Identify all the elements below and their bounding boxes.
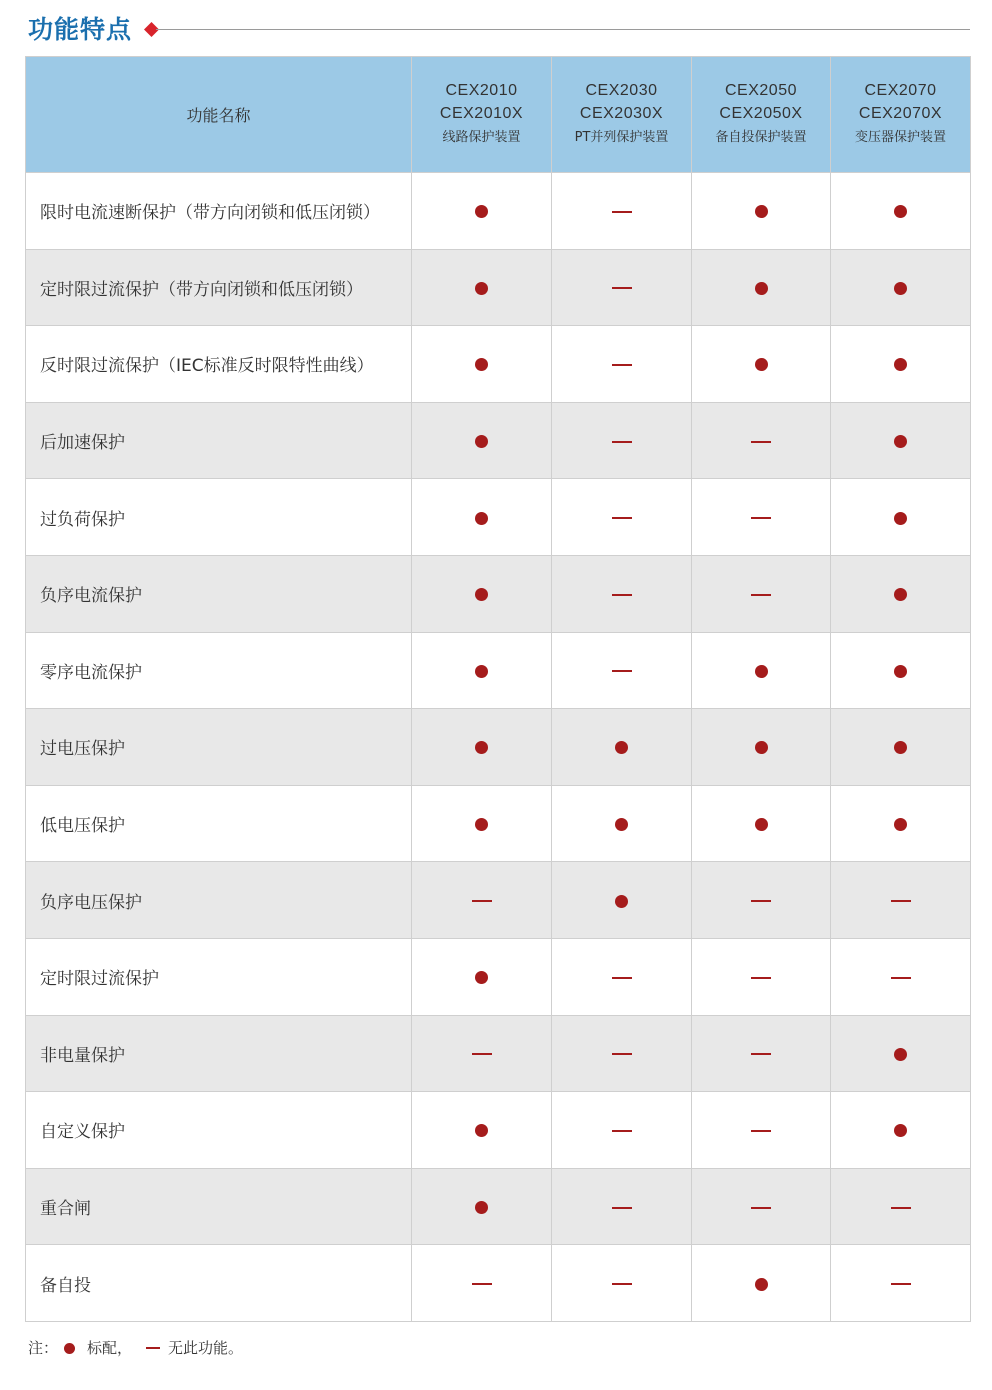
support-cell	[831, 326, 971, 403]
standard-dot-icon	[475, 665, 488, 678]
legend-none-label: 无此功能。	[168, 1339, 244, 1357]
model-name: CEX2010	[445, 81, 518, 99]
support-cell	[831, 785, 971, 862]
support-cell	[412, 632, 552, 709]
support-cell	[552, 862, 692, 939]
standard-dot-icon	[755, 358, 768, 371]
standard-dot-icon	[894, 205, 907, 218]
standard-dot-icon	[615, 818, 628, 831]
support-cell	[552, 709, 692, 786]
support-cell	[552, 785, 692, 862]
standard-dot-icon	[475, 205, 488, 218]
none-dash-icon	[612, 977, 632, 979]
standard-dot-icon	[475, 971, 488, 984]
support-cell	[831, 632, 971, 709]
none-dash-icon	[472, 1053, 492, 1055]
none-dash-icon	[751, 441, 771, 443]
support-cell	[412, 249, 552, 326]
table-row	[26, 402, 971, 479]
support-cell	[831, 1015, 971, 1092]
support-cell	[412, 862, 552, 939]
support-cell	[692, 938, 831, 1015]
none-dash-icon	[146, 1347, 160, 1349]
function-name-cell: 负序电流保护	[26, 555, 412, 632]
support-cell	[692, 249, 831, 326]
support-cell	[412, 938, 552, 1015]
support-cell	[692, 173, 831, 250]
none-dash-icon	[612, 1053, 632, 1055]
support-cell	[831, 402, 971, 479]
model-description: 变压器保护装置	[854, 129, 946, 145]
standard-dot-icon	[755, 741, 768, 754]
support-cell	[412, 785, 552, 862]
table-row	[26, 709, 971, 786]
support-cell	[692, 709, 831, 786]
support-cell	[552, 632, 692, 709]
standard-dot-icon	[615, 741, 628, 754]
standard-dot-icon	[894, 358, 907, 371]
header-function-name	[26, 57, 412, 173]
support-cell	[831, 173, 971, 250]
function-name-cell: 低电压保护	[26, 785, 412, 862]
none-dash-icon	[472, 900, 492, 902]
support-cell	[552, 555, 692, 632]
model-description: 备自投保护装置	[715, 129, 807, 145]
standard-dot-icon	[64, 1343, 75, 1354]
table-row	[26, 862, 971, 939]
none-dash-icon	[612, 1283, 632, 1285]
support-cell	[412, 326, 552, 403]
none-dash-icon	[612, 441, 632, 443]
support-cell	[412, 173, 552, 250]
table-row	[26, 555, 971, 632]
table-row	[26, 173, 971, 250]
model-name-x: CEX2030X	[579, 104, 664, 122]
none-dash-icon	[891, 1207, 911, 1209]
support-cell	[412, 1015, 552, 1092]
support-cell	[831, 249, 971, 326]
support-cell	[412, 1245, 552, 1322]
legend-note	[28, 1336, 243, 1360]
header-function-name-label: 功能名称	[186, 106, 251, 125]
none-dash-icon	[472, 1283, 492, 1285]
support-cell	[692, 1245, 831, 1322]
support-cell	[692, 555, 831, 632]
standard-dot-icon	[475, 282, 488, 295]
none-dash-icon	[612, 1130, 632, 1132]
legend-standard-label: 标配，	[87, 1339, 133, 1357]
standard-dot-icon	[475, 435, 488, 448]
model-name: CEX2030	[585, 81, 658, 99]
standard-dot-icon	[755, 282, 768, 295]
none-dash-icon	[612, 211, 632, 213]
none-dash-icon	[891, 977, 911, 979]
standard-dot-icon	[894, 741, 907, 754]
support-cell	[412, 709, 552, 786]
support-cell	[831, 938, 971, 1015]
support-cell	[831, 1245, 971, 1322]
table-row	[26, 785, 971, 862]
support-cell	[692, 862, 831, 939]
support-cell	[692, 1092, 831, 1169]
standard-dot-icon	[475, 1124, 488, 1137]
none-dash-icon	[891, 1283, 911, 1285]
support-cell	[831, 555, 971, 632]
legend-prefix: 注：	[28, 1339, 59, 1357]
none-dash-icon	[612, 364, 632, 366]
support-cell	[552, 1092, 692, 1169]
header-model-cex2050	[692, 57, 831, 173]
support-cell	[831, 1092, 971, 1169]
support-cell	[552, 1015, 692, 1092]
support-cell	[552, 1168, 692, 1245]
none-dash-icon	[891, 900, 911, 902]
support-cell	[831, 709, 971, 786]
support-cell	[831, 479, 971, 556]
table-row	[26, 1245, 971, 1322]
support-cell	[552, 326, 692, 403]
support-cell	[412, 1168, 552, 1245]
standard-dot-icon	[894, 818, 907, 831]
table-row	[26, 249, 971, 326]
function-name-cell: 限时电流速断保护（带方向闭锁和低压闭锁）	[26, 173, 412, 250]
table-row	[26, 1015, 971, 1092]
function-name-cell: 后加速保护	[26, 402, 412, 479]
table-body	[26, 173, 971, 1322]
model-name-x: CEX2070X	[858, 104, 943, 122]
standard-dot-icon	[475, 588, 488, 601]
header-model-cex2010	[412, 57, 552, 173]
model-name: CEX2050	[725, 81, 797, 99]
support-cell	[552, 1245, 692, 1322]
model-description: 线路保护装置	[442, 129, 521, 145]
support-cell	[412, 479, 552, 556]
feature-table	[25, 56, 971, 1322]
support-cell	[692, 1168, 831, 1245]
support-cell	[552, 402, 692, 479]
support-cell	[831, 862, 971, 939]
standard-dot-icon	[755, 205, 768, 218]
function-name-cell: 自定义保护	[26, 1092, 412, 1169]
standard-dot-icon	[894, 588, 907, 601]
support-cell	[412, 555, 552, 632]
standard-dot-icon	[894, 282, 907, 295]
standard-dot-icon	[615, 895, 628, 908]
function-name-cell: 零序电流保护	[26, 632, 412, 709]
function-name-cell: 过电压保护	[26, 709, 412, 786]
support-cell	[412, 1092, 552, 1169]
none-dash-icon	[612, 287, 632, 289]
header-model-cex2070	[831, 57, 971, 173]
function-name-cell: 重合闸	[26, 1168, 412, 1245]
function-name-cell: 非电量保护	[26, 1015, 412, 1092]
standard-dot-icon	[475, 741, 488, 754]
table-row	[26, 1092, 971, 1169]
standard-dot-icon	[475, 1201, 488, 1214]
none-dash-icon	[751, 1207, 771, 1209]
function-name-cell: 定时限过流保护（带方向闭锁和低压闭锁）	[26, 249, 412, 326]
standard-dot-icon	[894, 665, 907, 678]
support-cell	[692, 1015, 831, 1092]
support-cell	[552, 173, 692, 250]
none-dash-icon	[751, 517, 771, 519]
support-cell	[412, 402, 552, 479]
standard-dot-icon	[894, 1048, 907, 1061]
standard-dot-icon	[894, 512, 907, 525]
none-dash-icon	[612, 517, 632, 519]
function-name-cell: 反时限过流保护（IEC标准反时限特性曲线）	[26, 326, 412, 403]
section-header	[28, 12, 970, 48]
support-cell	[692, 479, 831, 556]
support-cell	[552, 249, 692, 326]
model-name-x: CEX2010X	[439, 104, 524, 122]
none-dash-icon	[751, 1130, 771, 1132]
support-cell	[831, 1168, 971, 1245]
table-header-row	[26, 57, 971, 173]
none-dash-icon	[751, 977, 771, 979]
none-dash-icon	[751, 594, 771, 596]
none-dash-icon	[751, 900, 771, 902]
standard-dot-icon	[894, 1124, 907, 1137]
table-row	[26, 479, 971, 556]
none-dash-icon	[612, 670, 632, 672]
none-dash-icon	[751, 1053, 771, 1055]
table-row	[26, 326, 971, 403]
function-name-cell: 备自投	[26, 1245, 412, 1322]
section-title: 功能特点	[28, 15, 133, 44]
support-cell	[692, 632, 831, 709]
title-divider	[156, 29, 970, 30]
standard-dot-icon	[755, 1278, 768, 1291]
model-name: CEX2070	[864, 81, 937, 99]
support-cell	[692, 326, 831, 403]
table-row	[26, 632, 971, 709]
support-cell	[552, 479, 692, 556]
header-model-cex2030	[552, 57, 692, 173]
support-cell	[692, 402, 831, 479]
function-name-cell: 过负荷保护	[26, 479, 412, 556]
support-cell	[552, 938, 692, 1015]
standard-dot-icon	[475, 512, 488, 525]
model-description: PT并列保护装置	[574, 129, 669, 145]
none-dash-icon	[612, 594, 632, 596]
table-row	[26, 938, 971, 1015]
none-dash-icon	[612, 1207, 632, 1209]
support-cell	[692, 785, 831, 862]
standard-dot-icon	[475, 358, 488, 371]
standard-dot-icon	[755, 665, 768, 678]
table-row	[26, 1168, 971, 1245]
function-name-cell: 定时限过流保护	[26, 938, 412, 1015]
standard-dot-icon	[755, 818, 768, 831]
function-name-cell: 负序电压保护	[26, 862, 412, 939]
standard-dot-icon	[475, 818, 488, 831]
standard-dot-icon	[894, 435, 907, 448]
model-name-x: CEX2050X	[719, 104, 803, 122]
